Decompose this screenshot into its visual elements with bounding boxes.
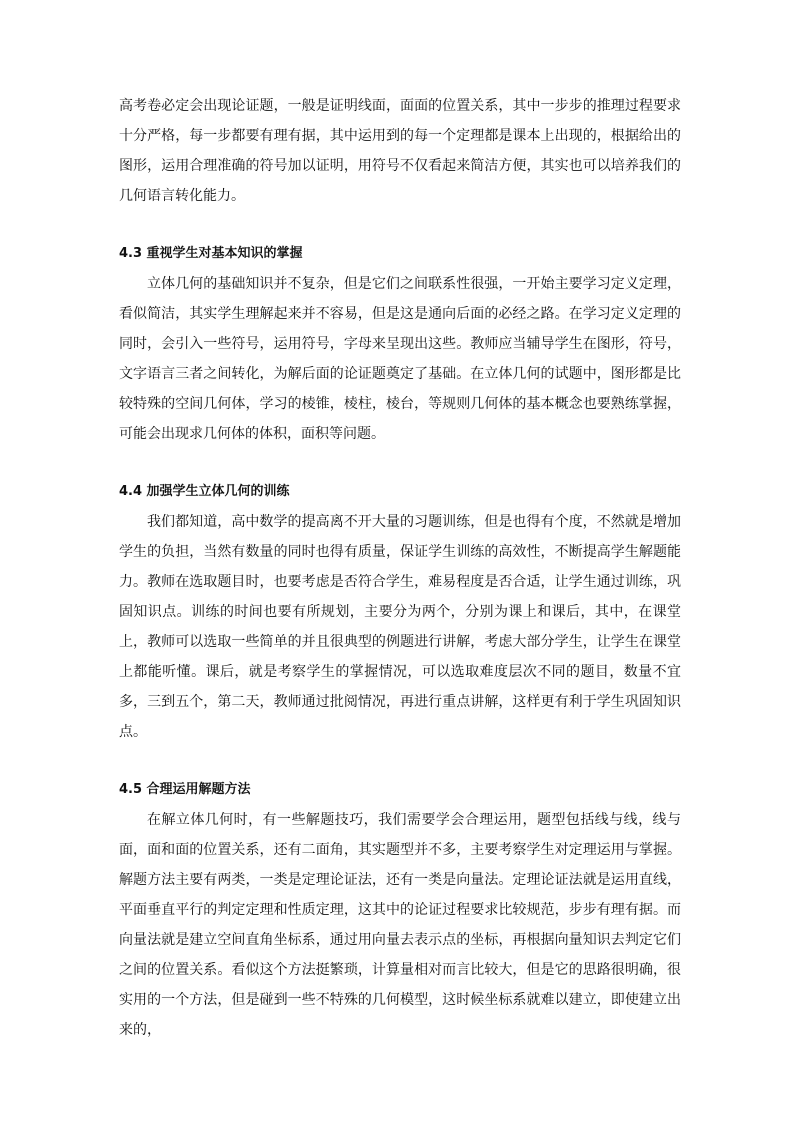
- section-paragraph: 我们都知道，高中数学的提高离不开大量的习题训练，但是也得有个度，不然就是增加学生的负担，当然有数量的同时也得有质量，保证学生训练的高效性，不断提高学生解题能力。教师在选取题目时，也要考虑是否符合学生，难易程度是否合适，让学生通过训练，巩固知识点。训练的时间也要有所规划，主要分为两个，分别为课上和课后，其中，在课堂上，教师可以选取一些简单的并且很典型的例题进行讲解，考虑大部分学生，让学生在课堂上都能听懂。课后，就是考察学生的掌握情况，可以选取难度层次不同的题目，数量不宜多，三到五个，第二天，教师通过批阅情况，再进行重点讲解，这样更有利于学生巩固知识点。: [119, 514, 681, 740]
- section-paragraph: 立体几何的基础知识并不复杂，但是它们之间联系性很强，一开始主要学习定义定理，看似简洁，其实学生理解起来并不容易，但是这是通向后面的必经之路。在学习定义定理的同时，会引入一些符号，运用符号，字母来呈现出这些。教师应当辅导学生在图形，符号，文字语言三者之间转化，为解后面的论证题奠定了基础。在立体几何的试题中，图形都是比较特殊的空间几何体，学习的棱锥，棱柱，棱台，等规则几何体的基本概念也要熟练掌握，可能会出现求几何体的体积，面积等问题。: [119, 276, 681, 442]
- intro-paragraph: 高考卷必定会出现论证题，一般是证明线面，面面的位置关系，其中一步步的推理过程要求十分严格，每一步都要有理有据，其中运用到的每一个定理都是课本上出现的，根据给出的图形，运用合理准确的符号加以证明，用符号不仅看起来简洁方便，其实也可以培养我们的几何语言转化能力。: [119, 98, 681, 204]
- section-gap: [119, 449, 681, 477]
- section-gap: [119, 747, 681, 775]
- section-heading: 4.4 加强学生立体几何的训练: [119, 484, 290, 499]
- section-4-3: [119, 239, 681, 449]
- section-4-5: [119, 775, 681, 1045]
- section-paragraph: 在解立体几何时，有一些解题技巧，我们需要学会合理运用，题型包括线与线，线与面，面和面的位置关系，还有二面角，其实题型并不多，主要考察学生对定理运用与掌握。解题方法主要有两类，一类是定理论证法，还有一类是向量法。定理论证法就是运用直线，平面垂直平行的判定定理和性质定理，这其中的论证过程要求比较规范，步步有理有据。而向量法就是建立空间直角坐标系，通过用向量去表示点的坐标，再根据向量知识去判定它们之间的位置关系。看似这个方法挺繁琐，计算量相对而言比较大，但是它的思路很明确，很实用的一个方法，但是碰到一些不特殊的几何模型，这时候坐标系就难以建立，即使建立出来的，: [119, 812, 681, 1038]
- section-gap: [119, 211, 681, 239]
- section-heading: 4.3 重视学生对基本知识的掌握: [119, 246, 303, 261]
- section-heading: 4.5 合理运用解题方法: [119, 782, 251, 797]
- document-page: [119, 91, 681, 1045]
- section-4-4: [119, 477, 681, 747]
